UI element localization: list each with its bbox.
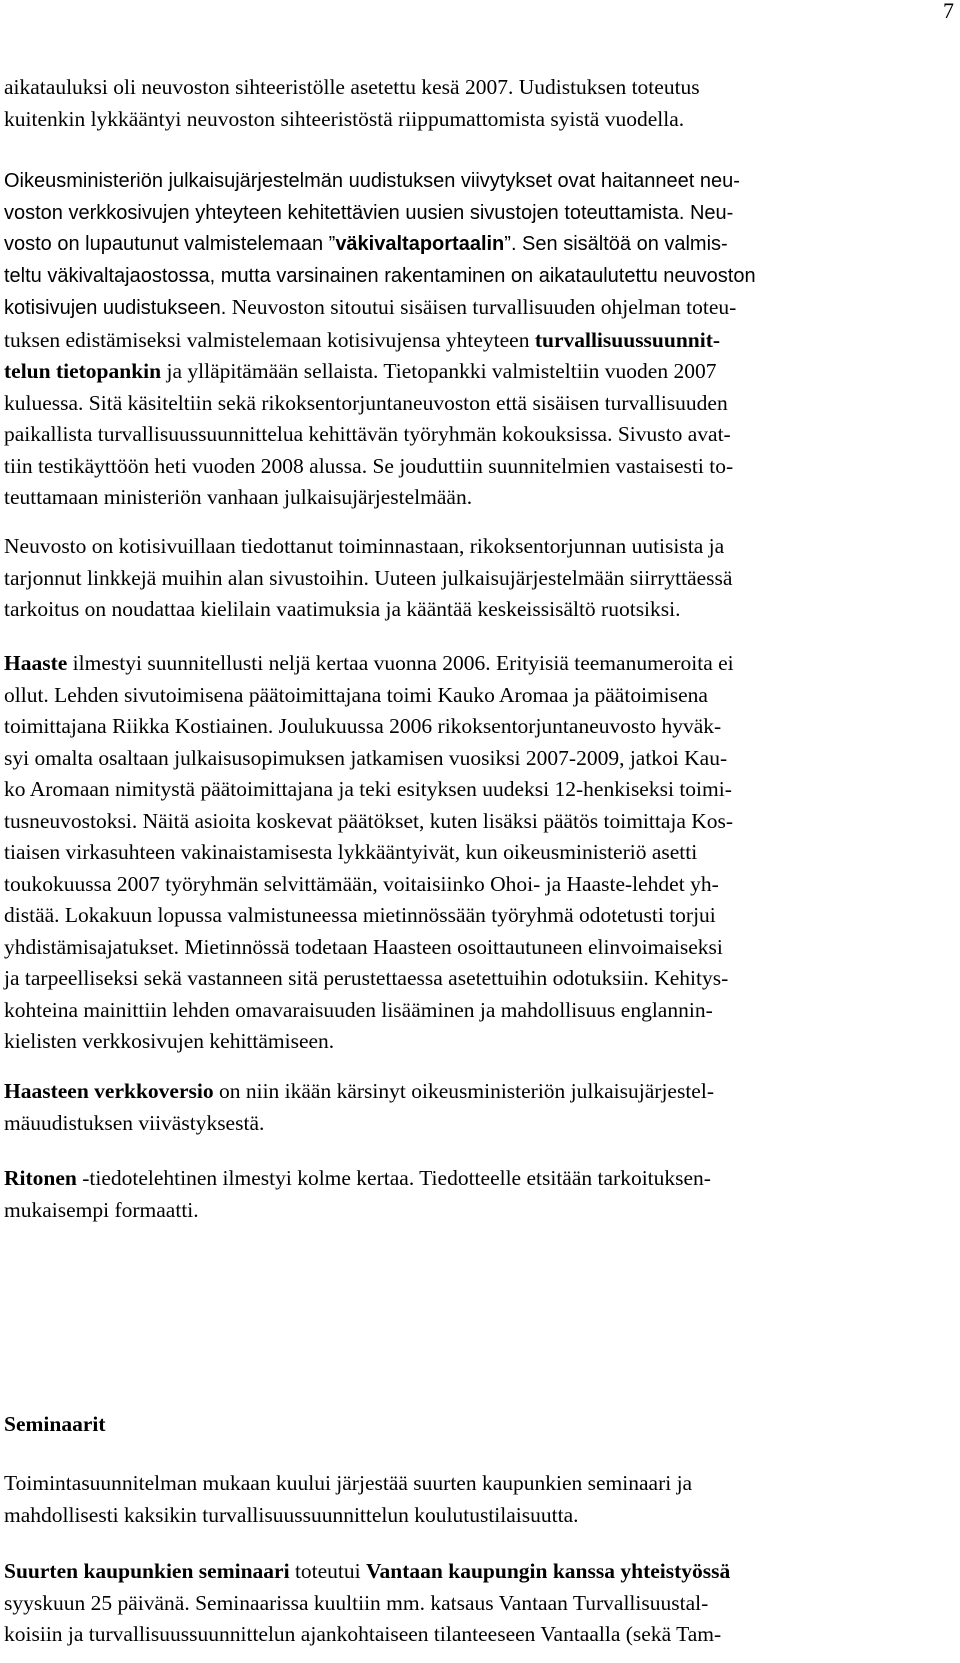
text-line: tarkoitus on noudattaa kielilain vaatimuksia ja kääntää keskeissisältö ruotsiksi. xyxy=(4,597,681,621)
text-line: kuluessa. Sitä käsiteltiin sekä rikoksentorjuntaneuvoston että sisäisen turvallisuuden xyxy=(4,390,728,415)
text-line xyxy=(4,229,940,261)
text-line: ko Aromaan nimitystä päätoimittajana ja teki esityksen uudeksi 12-henkiseksi toimi- xyxy=(4,777,732,801)
text-line: distää. Lokakuun lopussa valmistuneessa mietinnössään työryhmä odotetusti torjui xyxy=(4,903,716,927)
safety-planning-term: turvallisuussuunnit- xyxy=(534,327,721,352)
haaste-term: Haaste xyxy=(4,651,68,675)
text-line: Toimintasuunnitelman mukaan kuului järjestää suurten kaupunkien seminaari ja xyxy=(4,1471,693,1495)
paragraph-schedule xyxy=(4,72,940,135)
text-line: koisiin ja turvallisuussuunnittelun ajankohtaiseen tilanteeseen Vantaalla (sekä Tam- xyxy=(4,1622,722,1646)
ritonen-term: Ritonen xyxy=(4,1166,77,1190)
text-line: aikatauluksi oli neuvoston sihteeristölle asetettu kesä 2007. Uudistuksen toteutus xyxy=(4,75,700,99)
page-number: 7 xyxy=(943,0,954,23)
paragraph-communications xyxy=(4,531,940,626)
text-line xyxy=(4,648,940,680)
text-run: toteutui xyxy=(289,1559,366,1583)
text-line: tusneuvostoksi. Näitä asioita koskevat päätökset, kuten lisäksi päätös toimittaja Kos- xyxy=(4,808,734,833)
text-run: ”. Sen sisältöä on valmis- xyxy=(504,233,728,255)
text-line: mäuudistuksen viivästyksestä. xyxy=(4,1110,265,1135)
text-line: yhdistämisajatukset. Mietinnössä todetaan Haasteen osoittautuneen elinvoimaiseksi xyxy=(4,934,723,959)
text-run: on niin ikään kärsinyt oikeusministeriön julkaisujärjestel- xyxy=(213,1079,714,1103)
section-heading xyxy=(4,1409,940,1441)
text-line: tiin testikäyttöön heti vuoden 2008 alussa. Se jouduttiin suunnitelmien vastaisesti to- xyxy=(4,453,734,478)
text-line xyxy=(4,1163,940,1195)
section-title: Seminaarit xyxy=(4,1412,106,1436)
text-run: Neuvoston sitoutui sisäisen turvallisuuden ohjelman toteu- xyxy=(226,295,737,319)
paragraph-ritonen xyxy=(4,1163,940,1226)
text-line: Neuvosto on kotisivuillaan tiedottanut toiminnastaan, rikoksentorjunnan uutisista ja xyxy=(4,534,725,558)
text-line xyxy=(4,356,940,388)
vantaa-term: Vantaan kaupungin kanssa yhteistyössä xyxy=(366,1559,731,1583)
text-line: tiaisen virkasuhteen vakinaistamisesta lykkääntyivät, kun oikeusministeriö asetti xyxy=(4,840,698,864)
text-run: tuksen edistämiseksi valmistelemaan kotisivujensa yhteyteen xyxy=(4,327,535,352)
text-run: ja ylläpitämään sellaista. Tietopankki valmisteltiin vuoden 2007 xyxy=(161,359,717,383)
text-line: syyskuun 25 päivänä. Seminaarissa kuultiin mm. katsaus Vantaan Turvallisuustal- xyxy=(4,1590,709,1615)
text-line: toukokuussa 2007 työryhmän selvittämään, voitaisiinko Ohoi- ja Haaste-lehdet yh- xyxy=(4,871,719,896)
text-run: ilmestyi suunnitellusti neljä kertaa vuonna 2006. Erityisiä teemanumeroita ei xyxy=(67,651,734,675)
seminar-term: Suurten kaupunkien seminaari xyxy=(4,1559,290,1583)
violence-portal-term: väkivaltaportaalin xyxy=(335,233,505,255)
paragraph-city-seminar xyxy=(4,1556,940,1651)
text-line: mukaisempi formaatti. xyxy=(4,1197,199,1222)
haaste-web-term: Haasteen verkkoversio xyxy=(4,1079,214,1103)
text-line: kohteina mainittiin lehden omavaraisuuden lisääminen ja mahdollisuus englannin- xyxy=(4,997,713,1022)
text-line xyxy=(4,292,940,325)
safety-planning-term: telun tietopankin xyxy=(4,359,162,383)
text-run: kotisivujen uudistukseen. xyxy=(4,297,227,319)
text-line: Oikeusministeriön julkaisujärjestelmän uudistuksen viivytykset ovat haitanneet neu- xyxy=(4,170,740,192)
text-run: vosto on lupautunut valmistelemaan ” xyxy=(4,233,336,255)
text-line: ollut. Lehden sivutoimisena päätoimittajana toimi Kauko Aromaa ja päätoimisena xyxy=(4,682,708,707)
text-line xyxy=(4,1076,940,1108)
text-line xyxy=(4,325,940,357)
text-line: tarjonnut linkkejä muihin alan sivustoihin. Uuteen julkaisujärjestelmään siirryttäessä xyxy=(4,565,733,590)
text-line xyxy=(4,1556,940,1588)
text-line: teuttamaan ministeriön vanhaan julkaisujärjestelmään. xyxy=(4,485,473,509)
text-run: -tiedotelehtinen ilmestyi kolme kertaa. Tiedotteelle etsitään tarkoituksen- xyxy=(76,1166,711,1190)
text-line: kuitenkin lykkääntyi neuvoston sihteeristöstä riippumattomista syistä vuodella. xyxy=(4,106,685,131)
paragraph-seminars xyxy=(4,1468,940,1531)
text-line: voston verkkosivujen yhteyteen kehitettävien uusien sivustojen toteuttamista. Neu- xyxy=(4,201,734,224)
text-line: mahdollisesti kaksikin turvallisuussuunnittelun koulutustilaisuutta. xyxy=(4,1502,579,1527)
text-line: toimittajana Riikka Kostiainen. Joulukuussa 2006 rikoksentorjuntaneuvosto hyväk- xyxy=(4,714,722,738)
paragraph-haaste-web xyxy=(4,1076,940,1139)
text-line: syi omalta osaltaan julkaisusopimuksen jatkamisen vuosiksi 2007-2009, jatkoi Kau- xyxy=(4,745,728,770)
paragraph-haaste xyxy=(4,648,940,1058)
text-line: kielisten verkkosivujen kehittämiseen. xyxy=(4,1029,335,1053)
text-line: ja tarpeelliseksi sekä vastanneen sitä perustettaessa asetettuihin odotuksiin. Kehitys- xyxy=(4,966,729,990)
text-line: teltu väkivaltajaostossa, mutta varsinainen rakentaminen on aikataulutettu neuvoston xyxy=(4,264,756,287)
paragraph-website xyxy=(4,166,940,514)
text-line: paikallista turvallisuussuunnittelua kehittävän työryhmän kokouksissa. Sivusto avat- xyxy=(4,422,731,446)
